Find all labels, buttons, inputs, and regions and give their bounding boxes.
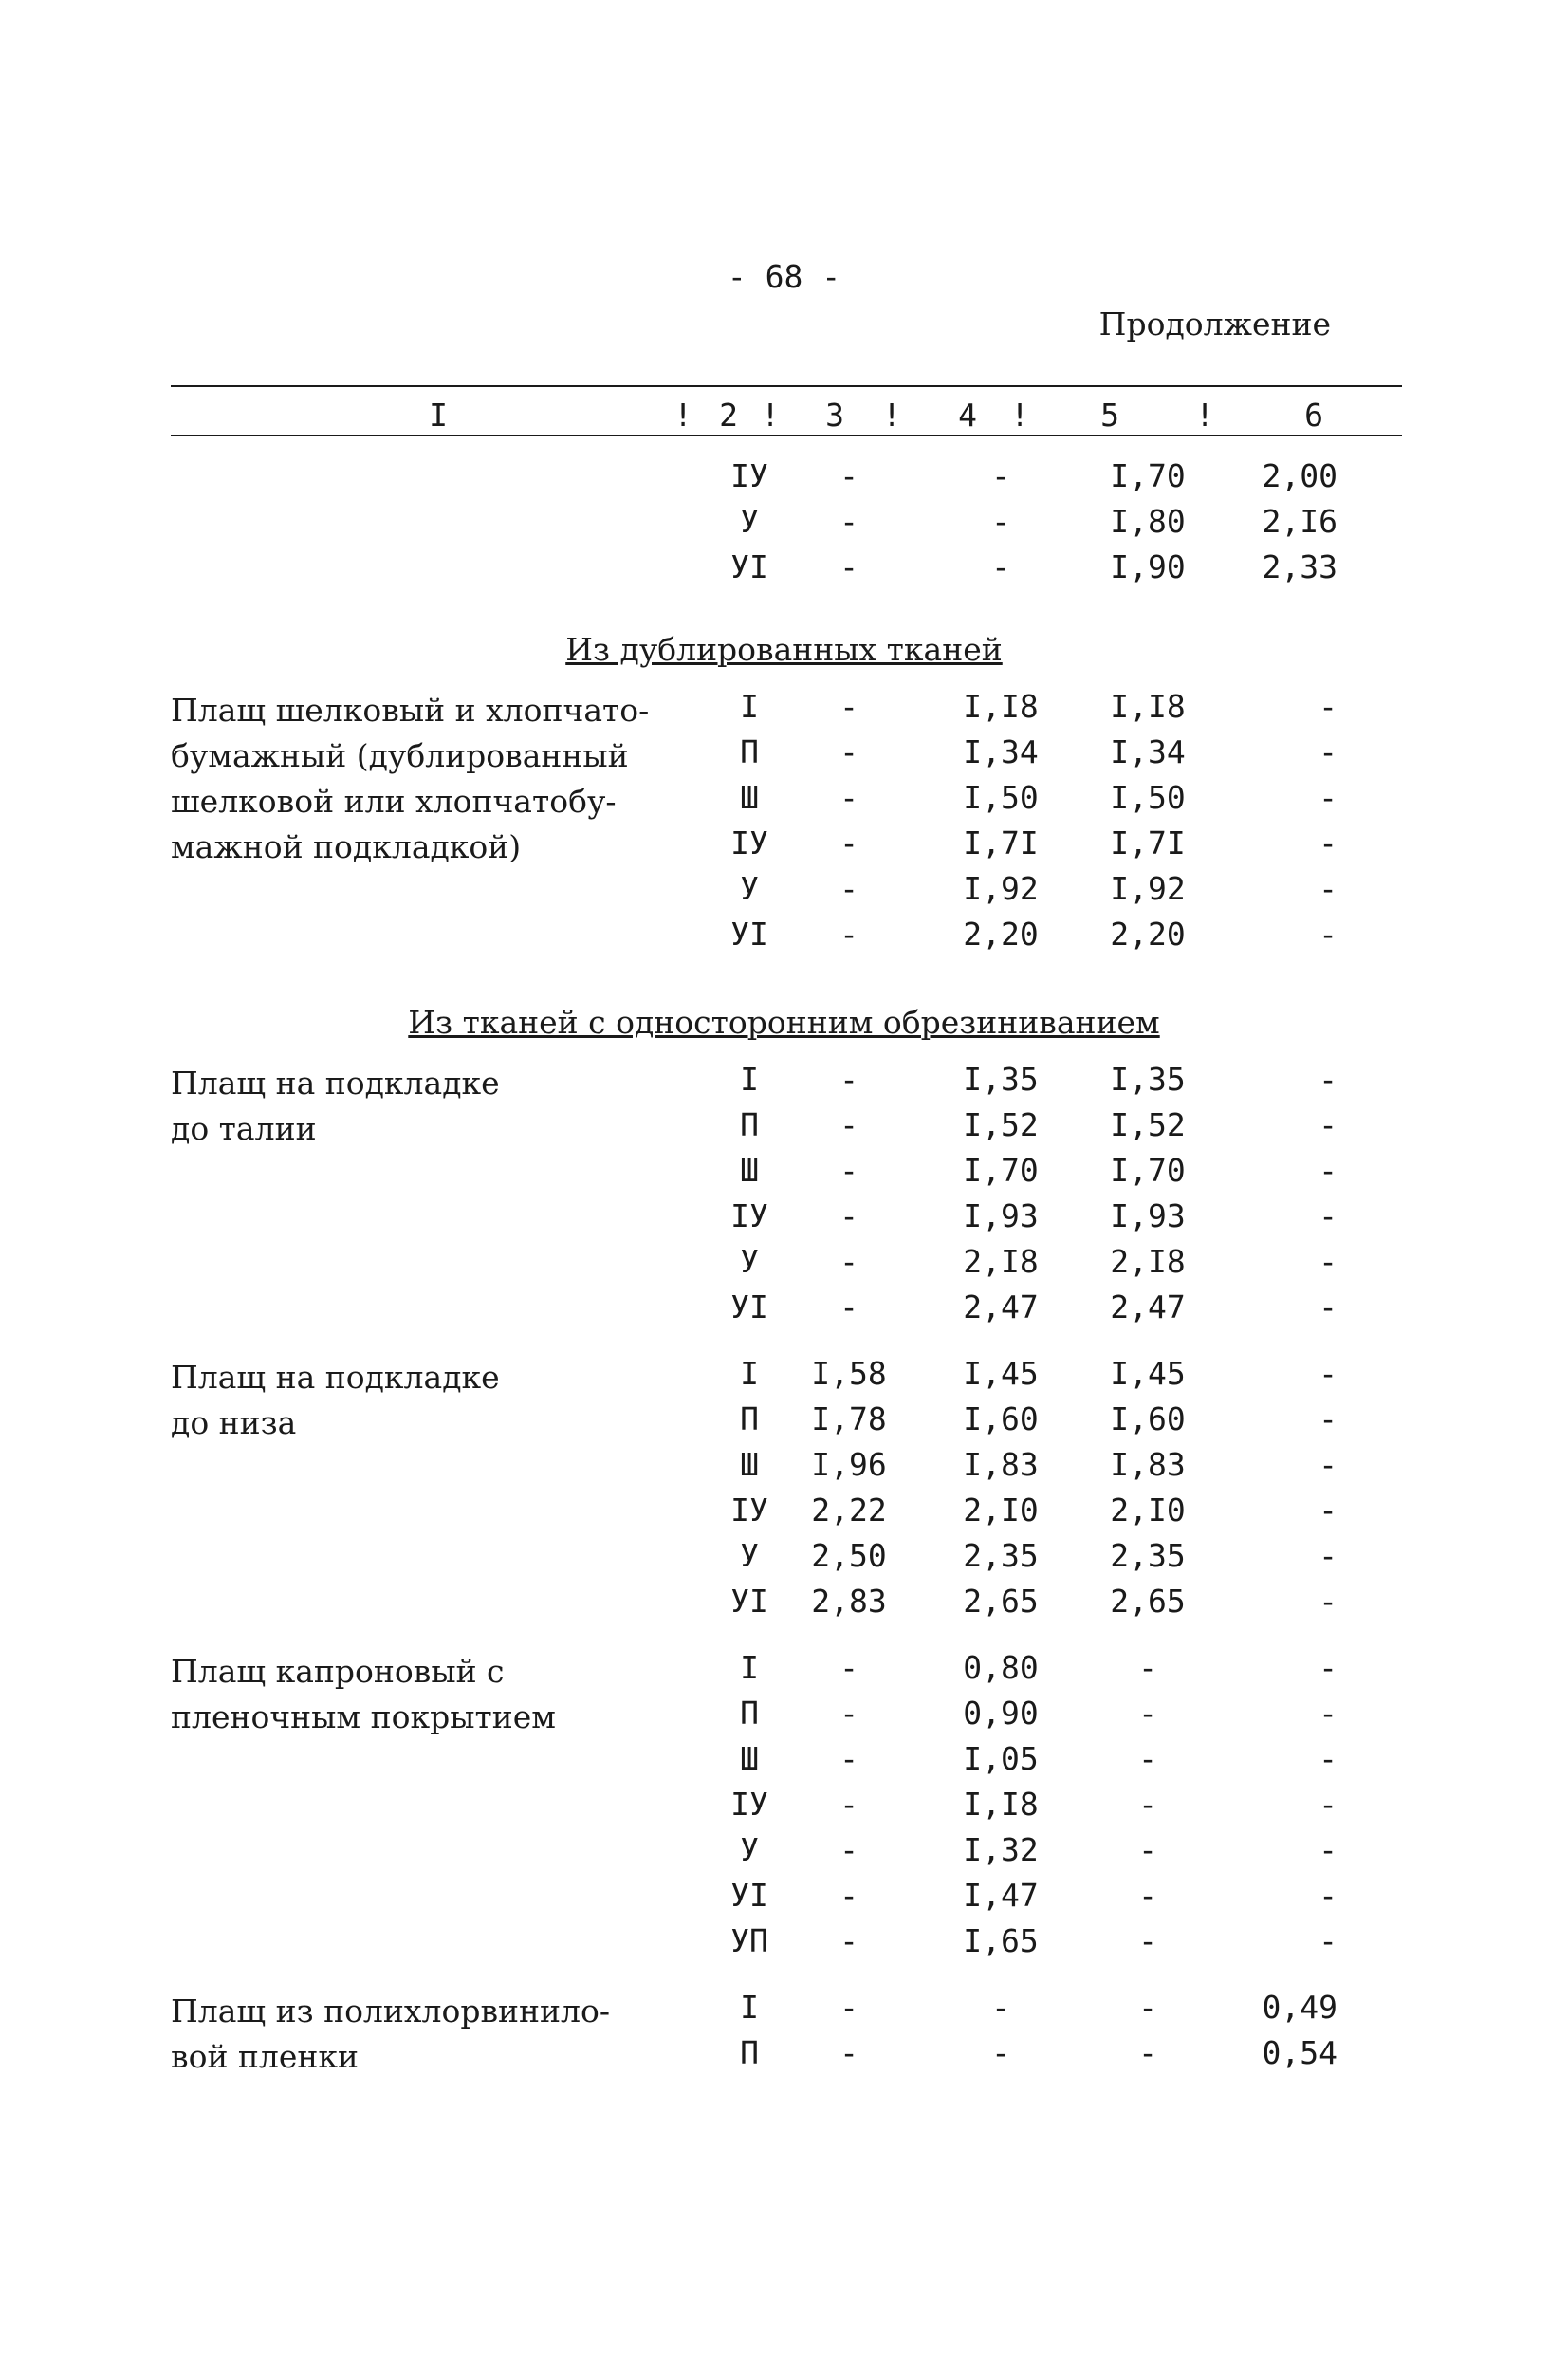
header-col-1: I [429,397,448,434]
cell-col-2: УI [730,1877,768,1914]
cell-col-2: УI [730,1583,768,1620]
cell-col-4: 0,80 [963,1649,1039,1686]
section-title: Из тканей с односторонним обрезиниванием [408,1004,1160,1041]
cell-col-3: 2,22 [811,1492,887,1529]
cell-col-6: - [1319,1400,1337,1437]
cell-col-2: I [740,688,759,725]
cell-col-3: - [839,916,858,953]
cell-col-4: I,83 [963,1446,1039,1483]
cell-col-6: - [1319,1922,1337,1959]
header-separator: ! [882,397,901,434]
cell-col-6: 0,54 [1262,2034,1337,2071]
cell-col-5: 2,35 [1110,1537,1186,1574]
description-line: Плащ на подкладке [171,1359,500,1396]
header-separator: ! [761,397,780,434]
cell-col-2: П [740,1400,759,1437]
cell-col-5: I,50 [1110,779,1186,816]
cell-col-4: I,50 [963,779,1039,816]
continuation-label: Продолжение [1098,306,1331,343]
item-description [171,1061,500,1152]
cell-col-6: - [1319,825,1337,862]
cell-col-2: IУ [730,825,768,862]
cell-col-5: I,52 [1110,1106,1186,1143]
header-separator: ! [673,397,692,434]
cell-col-2: У [740,1243,759,1280]
cell-col-6: - [1319,870,1337,907]
cell-col-3: I,96 [811,1446,887,1483]
cell-col-2: Ш [740,1740,759,1777]
description-line: Плащ шелковый и хлопчато- [171,692,650,729]
cell-col-5: I,70 [1110,457,1186,494]
cell-col-4: - [991,1989,1010,2026]
cell-col-6: - [1319,1152,1337,1189]
description-line: до низа [171,1404,297,1441]
cell-col-4: 2,35 [963,1537,1039,1574]
cell-col-6: - [1319,1786,1337,1823]
cell-col-5: - [1138,2034,1157,2071]
cell-col-2: У [740,870,759,907]
cell-col-5: 2,20 [1110,916,1186,953]
cell-col-3: - [839,1877,858,1914]
cell-col-2: П [740,1695,759,1732]
cell-col-2: IУ [730,1492,768,1529]
cell-col-6: - [1319,1831,1337,1868]
cell-col-6: - [1319,1492,1337,1529]
cell-col-4: I,34 [963,733,1039,770]
cell-col-4: I,65 [963,1922,1039,1959]
cell-col-2: УI [730,1288,768,1325]
cell-col-5: - [1138,1695,1157,1732]
cell-col-3: - [839,1740,858,1777]
cell-col-5: I,90 [1110,548,1186,585]
cell-col-4: - [991,2034,1010,2071]
cell-col-2: Ш [740,1152,759,1189]
cell-col-3: - [839,1922,858,1959]
cell-col-3: - [839,1649,858,1686]
cell-col-3: - [839,870,858,907]
table-top-rule [171,385,1402,387]
description-line: до талии [171,1110,317,1147]
cell-col-2: I [740,1989,759,2026]
cell-col-5: - [1138,1989,1157,2026]
cell-col-5: I,92 [1110,870,1186,907]
cell-col-5: I,45 [1110,1355,1186,1392]
cell-col-2: I [740,1061,759,1098]
cell-col-2: У [740,1537,759,1574]
cell-col-4: 2,I0 [963,1492,1039,1529]
cell-col-6: 2,00 [1262,457,1337,494]
cell-col-6: 0,49 [1262,1989,1337,2026]
cell-col-2: IУ [730,1786,768,1823]
cell-col-2: УI [730,548,768,585]
cell-col-3: - [839,1106,858,1143]
cell-col-5: I,83 [1110,1446,1186,1483]
cell-col-6: - [1319,779,1337,816]
cell-col-2: Ш [740,779,759,816]
item-description [171,688,649,870]
cell-col-5: I,70 [1110,1152,1186,1189]
cell-col-5: - [1138,1786,1157,1823]
cell-col-5: I,7I [1110,825,1186,862]
cell-col-2: IУ [730,1197,768,1234]
description-line: Плащ на подкладке [171,1065,500,1102]
cell-col-5: I,I8 [1110,688,1186,725]
cell-col-3: I,58 [811,1355,887,1392]
cell-col-3: - [839,688,858,725]
cell-col-2: I [740,1355,759,1392]
cell-col-4: I,60 [963,1400,1039,1437]
cell-col-6: - [1319,1243,1337,1280]
cell-col-6: - [1319,1106,1337,1143]
description-line: мажной подкладкой) [171,828,522,865]
cell-col-3: - [839,1831,858,1868]
cell-col-2: П [740,733,759,770]
section-title: Из дублированных тканей [565,631,1003,668]
cell-col-4: I,45 [963,1355,1039,1392]
cell-col-6: - [1319,1740,1337,1777]
page-number: - 68 - [727,258,841,295]
cell-col-6: - [1319,688,1337,725]
cell-col-5: I,34 [1110,733,1186,770]
cell-col-6: - [1319,1877,1337,1914]
header-separator: ! [1010,397,1029,434]
cell-col-4: - [991,503,1010,540]
cell-col-4: I,32 [963,1831,1039,1868]
cell-col-3: - [839,1989,858,2026]
cell-col-5: 2,47 [1110,1288,1186,1325]
cell-col-5: I,60 [1110,1400,1186,1437]
header-col-5: 5 [1100,397,1119,434]
cell-col-3: - [839,1288,858,1325]
cell-col-5: - [1138,1831,1157,1868]
cell-col-3: - [839,733,858,770]
cell-col-5: - [1138,1649,1157,1686]
cell-col-6: - [1319,1197,1337,1234]
cell-col-2: П [740,1106,759,1143]
cell-col-2: IУ [730,457,768,494]
cell-col-2: П [740,2034,759,2071]
cell-col-4: I,I8 [963,1786,1039,1823]
header-separator: ! [1195,397,1214,434]
cell-col-4: I,I8 [963,688,1039,725]
cell-col-4: - [991,548,1010,585]
cell-col-4: 2,20 [963,916,1039,953]
header-col-2: 2 [719,397,738,434]
cell-col-3: - [839,503,858,540]
cell-col-5: 2,I8 [1110,1243,1186,1280]
cell-col-4: I,93 [963,1197,1039,1234]
cell-col-2: I [740,1649,759,1686]
cell-col-4: 2,I8 [963,1243,1039,1280]
cell-col-3: - [839,457,858,494]
item-description [171,1649,556,1740]
cell-col-6: - [1319,1061,1337,1098]
cell-col-2: УП [730,1922,768,1959]
cell-col-4: I,52 [963,1106,1039,1143]
cell-col-3: - [839,825,858,862]
cell-col-5: I,35 [1110,1061,1186,1098]
cell-col-6: - [1319,1446,1337,1483]
cell-col-5: I,93 [1110,1197,1186,1234]
cell-col-6: - [1319,1695,1337,1732]
cell-col-4: I,05 [963,1740,1039,1777]
header-col-6: 6 [1304,397,1323,434]
cell-col-3: - [839,548,858,585]
header-col-4: 4 [958,397,977,434]
cell-col-2: Ш [740,1446,759,1483]
cell-col-4: 2,65 [963,1583,1039,1620]
cell-col-3: - [839,1152,858,1189]
cell-col-3: - [839,1695,858,1732]
description-line: пленочным покрытием [171,1698,556,1735]
cell-col-4: I,35 [963,1061,1039,1098]
cell-col-6: - [1319,1288,1337,1325]
cell-col-3: 2,83 [811,1583,887,1620]
description-line: вой пленки [171,2038,360,2075]
cell-col-4: 0,90 [963,1695,1039,1732]
item-description [171,1355,500,1446]
cell-col-6: - [1319,1649,1337,1686]
cell-col-4: I,70 [963,1152,1039,1189]
cell-col-5: 2,65 [1110,1583,1186,1620]
cell-col-3: - [839,779,858,816]
cell-col-3: I,78 [811,1400,887,1437]
cell-col-2: УI [730,916,768,953]
description-line: шелковой или хлопчатобу- [171,783,617,820]
cell-col-5: - [1138,1922,1157,1959]
cell-col-3: - [839,1243,858,1280]
cell-col-6: 2,I6 [1262,503,1337,540]
cell-col-6: 2,33 [1262,548,1337,585]
description-line: Плащ капроновый с [171,1653,505,1690]
item-description [171,1989,610,2080]
cell-col-4: - [991,457,1010,494]
cell-col-3: 2,50 [811,1537,887,1574]
cell-col-6: - [1319,733,1337,770]
cell-col-6: - [1319,1583,1337,1620]
description-line: бумажный (дублированный [171,737,629,774]
cell-col-5: 2,I0 [1110,1492,1186,1529]
cell-col-6: - [1319,1355,1337,1392]
cell-col-4: I,47 [963,1877,1039,1914]
cell-col-3: - [839,1061,858,1098]
cell-col-6: - [1319,916,1337,953]
header-col-3: 3 [825,397,844,434]
cell-col-6: - [1319,1537,1337,1574]
cell-col-5: I,80 [1110,503,1186,540]
cell-col-4: 2,47 [963,1288,1039,1325]
cell-col-3: - [839,1197,858,1234]
cell-col-5: - [1138,1740,1157,1777]
cell-col-3: - [839,2034,858,2071]
cell-col-5: - [1138,1877,1157,1914]
cell-col-4: I,92 [963,870,1039,907]
cell-col-2: У [740,503,759,540]
cell-col-3: - [839,1786,858,1823]
cell-col-4: I,7I [963,825,1039,862]
description-line: Плащ из полихлорвинило- [171,1993,610,2030]
cell-col-2: У [740,1831,759,1868]
table-header-rule [171,435,1402,436]
